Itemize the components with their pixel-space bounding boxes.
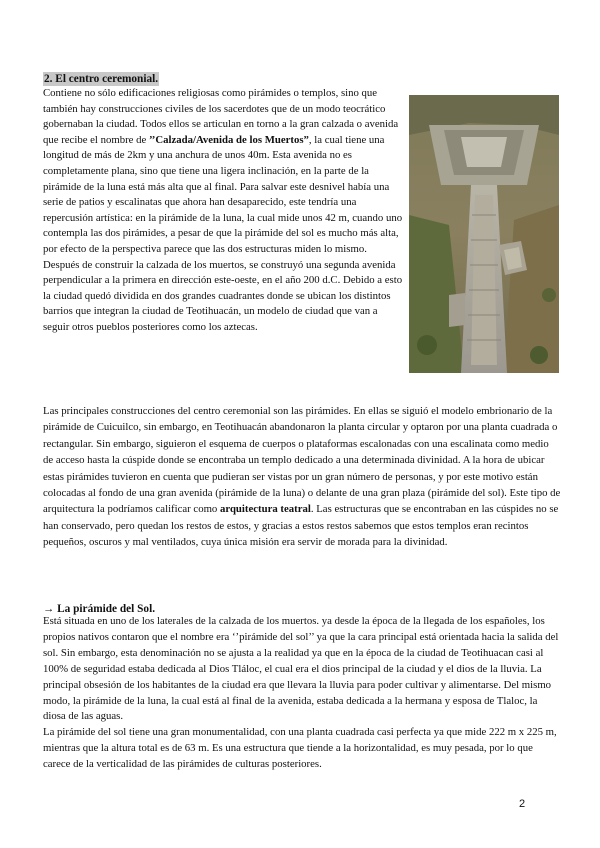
page-number: 2 <box>519 798 526 810</box>
paragraph-piramide-sol: Está situada en uno de los laterales de la calzada de los muertos. ya desde la época de la llegada de los españoles, los propios nativos contaron que el nombre era ‘’pirámide del sol’’ ya que la cara principal está orientada hacia la salida del sol. Sin embargo, esta denominación no se ajusta a la realidad ya que en la época de la ciudad de Teotihuacan casi al 100% de seguridad estaba dedicada al Dios Tláloc, el cual era el dios principal de la ciudad y el dios de la lluvia. La principal obsesión de los habitantes de la ciudad era que llevara la lluvia para poder cultivar y alimentarse. Del mismo modo, la pirámide de la luna, la cual está al final de la avenida, estaba dedicada a la hermana y esposa de Tlaloc, la diosa de las aguas. La pirámide del sol tiene una gran monumentalidad, con una planta cuadrada casi perfecta ya que mide 222 m x 225 m, mientras que la altura total es de 63 m. Es una estructura que tiende a la horizontalidad, es muy pesada, por lo que carece de la verticalidad de las pirámides de culturas posteriores. <box>43 615 559 771</box>
paragraph-intro: Contiene no sólo edificaciones religiosas como pirámides o templos, sino que también hay construcciones civiles de los sacerdotes que de un modo teocrático gobernaban la ciudad. Todos ellos se articulan en torno a la gran calzada o avenida que recibe el nombre de ’’Calzada/Avenida de los Muertos”, la cual tiene una longitud de más de 2km y una anchura de unos 40m. Esta avenida no es completamente plana, sino que tiene una ligera inclinación, en la parte de la pirámide de la luna está más alta que al final. Para salvar este desnivel había una serie de patios y escalinatas que ahora han desaparecido, este tendría una repercusión artística: en la pirámide de la luna, la cual mide unos 42 m, cuando uno contempla las dos pirámides, a pesar de que la pirámide del sol es mucho más alta, por efecto de la perspectiva parece que las dos estructuras miden lo mismo. Después de construir la calzada de los muertos, se construyó una segunda avenida perpendicular a la primera en dirección este-oeste, en el año 200 d.C. Debido a esto la ciudad quedó dividida en dos grandes cuadrantes donde se ubican los distintos barrios que integran la ciudad de Teotihuacán, un modelo de ciudad que van a seguir otros pueblos posteriores como los aztecas. <box>43 87 403 333</box>
subheading-piramide-sol: → La pirámide del Sol. <box>43 603 156 615</box>
aerial-photo-avenue-of-the-dead <box>409 95 559 373</box>
arquitectura-teatral-term: arquitectura teatral <box>220 503 311 516</box>
paragraph-piramides: Las principales construcciones del centro ceremonial son las pirámides. En ellas se siguió el modelo embrionario de la pirámide de Cuicuilco, sin embargo, en Teotihuacán abandonaron la planta circular y optaron por una planta cuadrada o rectangular. Sin embargo, siguieron el esquema de cuerpos o plataformas escalonadas con una escalinata como medio de acceso hasta la cúspide donde se encontraba un templo dedicado a una determinada divinidad. A la hora de ubicar estas pirámides tuvieron en cuenta que pudieran ser vistas por un gran número de personas, y por este motivo están colocadas al fondo de una gran avenida (pirámide de la luna) o delante de una gran plaza (pirámide del sol). Este tipo de arquitectura la podríamos calificar como arquitectura teatral. Las estructuras que se encontraban en las cúspides no se han conservado, pero quedan los restos de estos, y gracias a estos restos sabemos que estos templos eran recintos pequeños, oscuros y mal ventilados, cuya única misión era servir de morada para la divinidad. <box>43 405 561 549</box>
calzada-term: ’’Calzada/Avenida de los Muertos” <box>148 133 309 146</box>
section-heading: 2. El centro ceremonial. <box>44 73 159 85</box>
